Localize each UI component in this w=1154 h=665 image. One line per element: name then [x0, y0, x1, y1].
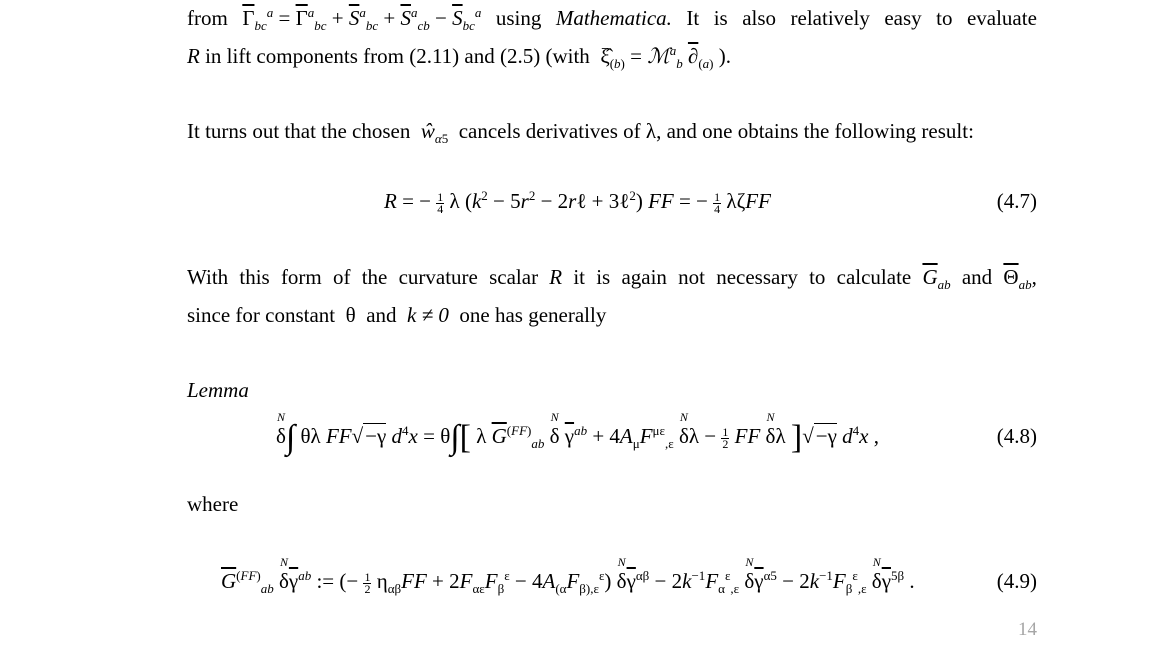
word: scalar: [489, 265, 539, 289]
word: to: [809, 265, 826, 289]
equation-4-8: δ N ∫ θλ FF√−γ $d^4x = \theta\int$[ λ $\overline{G}^{(FF)}_{ab}$ δ N $\overline{\gamma}^{ab} + 4A_\mu F^{\mu\varepsilon}_{,\varepsilon}$ δ N λ − $\frac{1}{2}$ FF δ N λ ]√−γ $d^4x$ ,: [276, 410, 879, 457]
word: calculate: [836, 265, 912, 289]
symbol-theta-bar: $\overline{\Theta}_{ab}$,: [1003, 265, 1037, 293]
word: from: [187, 6, 228, 30]
where-text: where: [187, 492, 239, 516]
paragraph3-line1: [187, 265, 1037, 293]
text: It turns out that the chosen: [187, 119, 411, 143]
equation-number: (4.8): [996, 424, 1037, 448]
word: It: [686, 6, 700, 30]
paragraph2: [187, 119, 1037, 147]
symbol-r: R: [549, 265, 563, 289]
word: it: [573, 265, 585, 289]
word-mathematica: Mathematica.: [555, 6, 672, 30]
equation-number: (4.9): [996, 569, 1037, 593]
text: and: [366, 303, 397, 327]
symbol-theta: θ: [345, 303, 356, 327]
lemma-heading: Lemma: [187, 378, 249, 402]
symbol-k-condition: k ≠ 0: [407, 303, 449, 327]
word: again: [621, 265, 667, 289]
symbol-g-bar: $\overline{G}_{ab}$: [922, 265, 951, 293]
word: form: [280, 265, 322, 289]
word: necessary: [716, 265, 798, 289]
inline-formula-basis: $\xî_{(b)}$ = ℳ$^a_b$ $\partial_{(a)}$: [595, 43, 714, 72]
word: With: [187, 265, 229, 289]
word: of: [332, 265, 351, 289]
word: the: [361, 265, 388, 289]
word: is: [596, 265, 611, 289]
text: cancels derivatives of λ, and one obtains the following result:: [458, 119, 974, 143]
word: not: [678, 265, 705, 289]
equation-4-9: $\overline{G}^{(FF)}_{ab}$ δ N $\overline{\gamma}^{ab}$ := (− $\frac{1}{2}$ $\eta_{\alpha\beta}FF + 2F_{\alpha\varepsilon}F_\beta^\varepsilon - 4A_{(\alpha}F_{\beta),\varepsilon}^\varepsilon$) δ N $\overline{\gamma}^{\alpha\beta} - 2k^{-1}F_\alpha^\varepsilon_{,\varepsilon}$ δ N $\overline{\gamma}^{\alpha 5} - 2k^{-1}F_\beta^\varepsilon_{,\varepsilon}$ δ N $\overline{\gamma}^{5\beta}$ .: [221, 555, 915, 597]
word: using: [495, 6, 542, 30]
word: easy: [884, 6, 922, 30]
word: also: [742, 6, 777, 30]
word: relatively: [790, 6, 870, 30]
text: one has generally: [459, 303, 607, 327]
paragraph1-line2: [187, 43, 1037, 72]
word: is: [713, 6, 728, 30]
symbol-w-hat: ŵ: [420, 119, 435, 143]
word: curvature: [398, 265, 478, 289]
inline-formula-connection: $\overline{\Gamma}_{bc}^a = \overline{\Gamma}^a_{bc} + \overline{S}^a_{bc} + \overline{S}^a_{cb} - \overline{S}_{bc}^a$: [242, 5, 482, 34]
text: in lift components from (2.11) and (2.5) (with: [205, 44, 590, 68]
page-number: 14: [1018, 619, 1037, 640]
symbol-w-index: α5: [434, 131, 449, 147]
equation-4-7: R = − $\frac{1}{4}$ λ ($k^2 - 5r^2$ − 2rℓ + 3ℓ$^2$) FF = − $\frac{1}{4}$ λζFF: [384, 188, 771, 216]
symbol-r: R: [187, 44, 200, 68]
word: and: [961, 265, 993, 289]
word: to: [936, 6, 953, 30]
paragraph3-line2: [187, 303, 1037, 328]
word: this: [239, 265, 270, 289]
text-close: ).: [718, 44, 732, 68]
word: evaluate: [966, 6, 1037, 30]
paragraph1-line1: [187, 5, 1037, 34]
text: since for constant: [187, 303, 336, 327]
equation-number: (4.7): [996, 189, 1037, 213]
